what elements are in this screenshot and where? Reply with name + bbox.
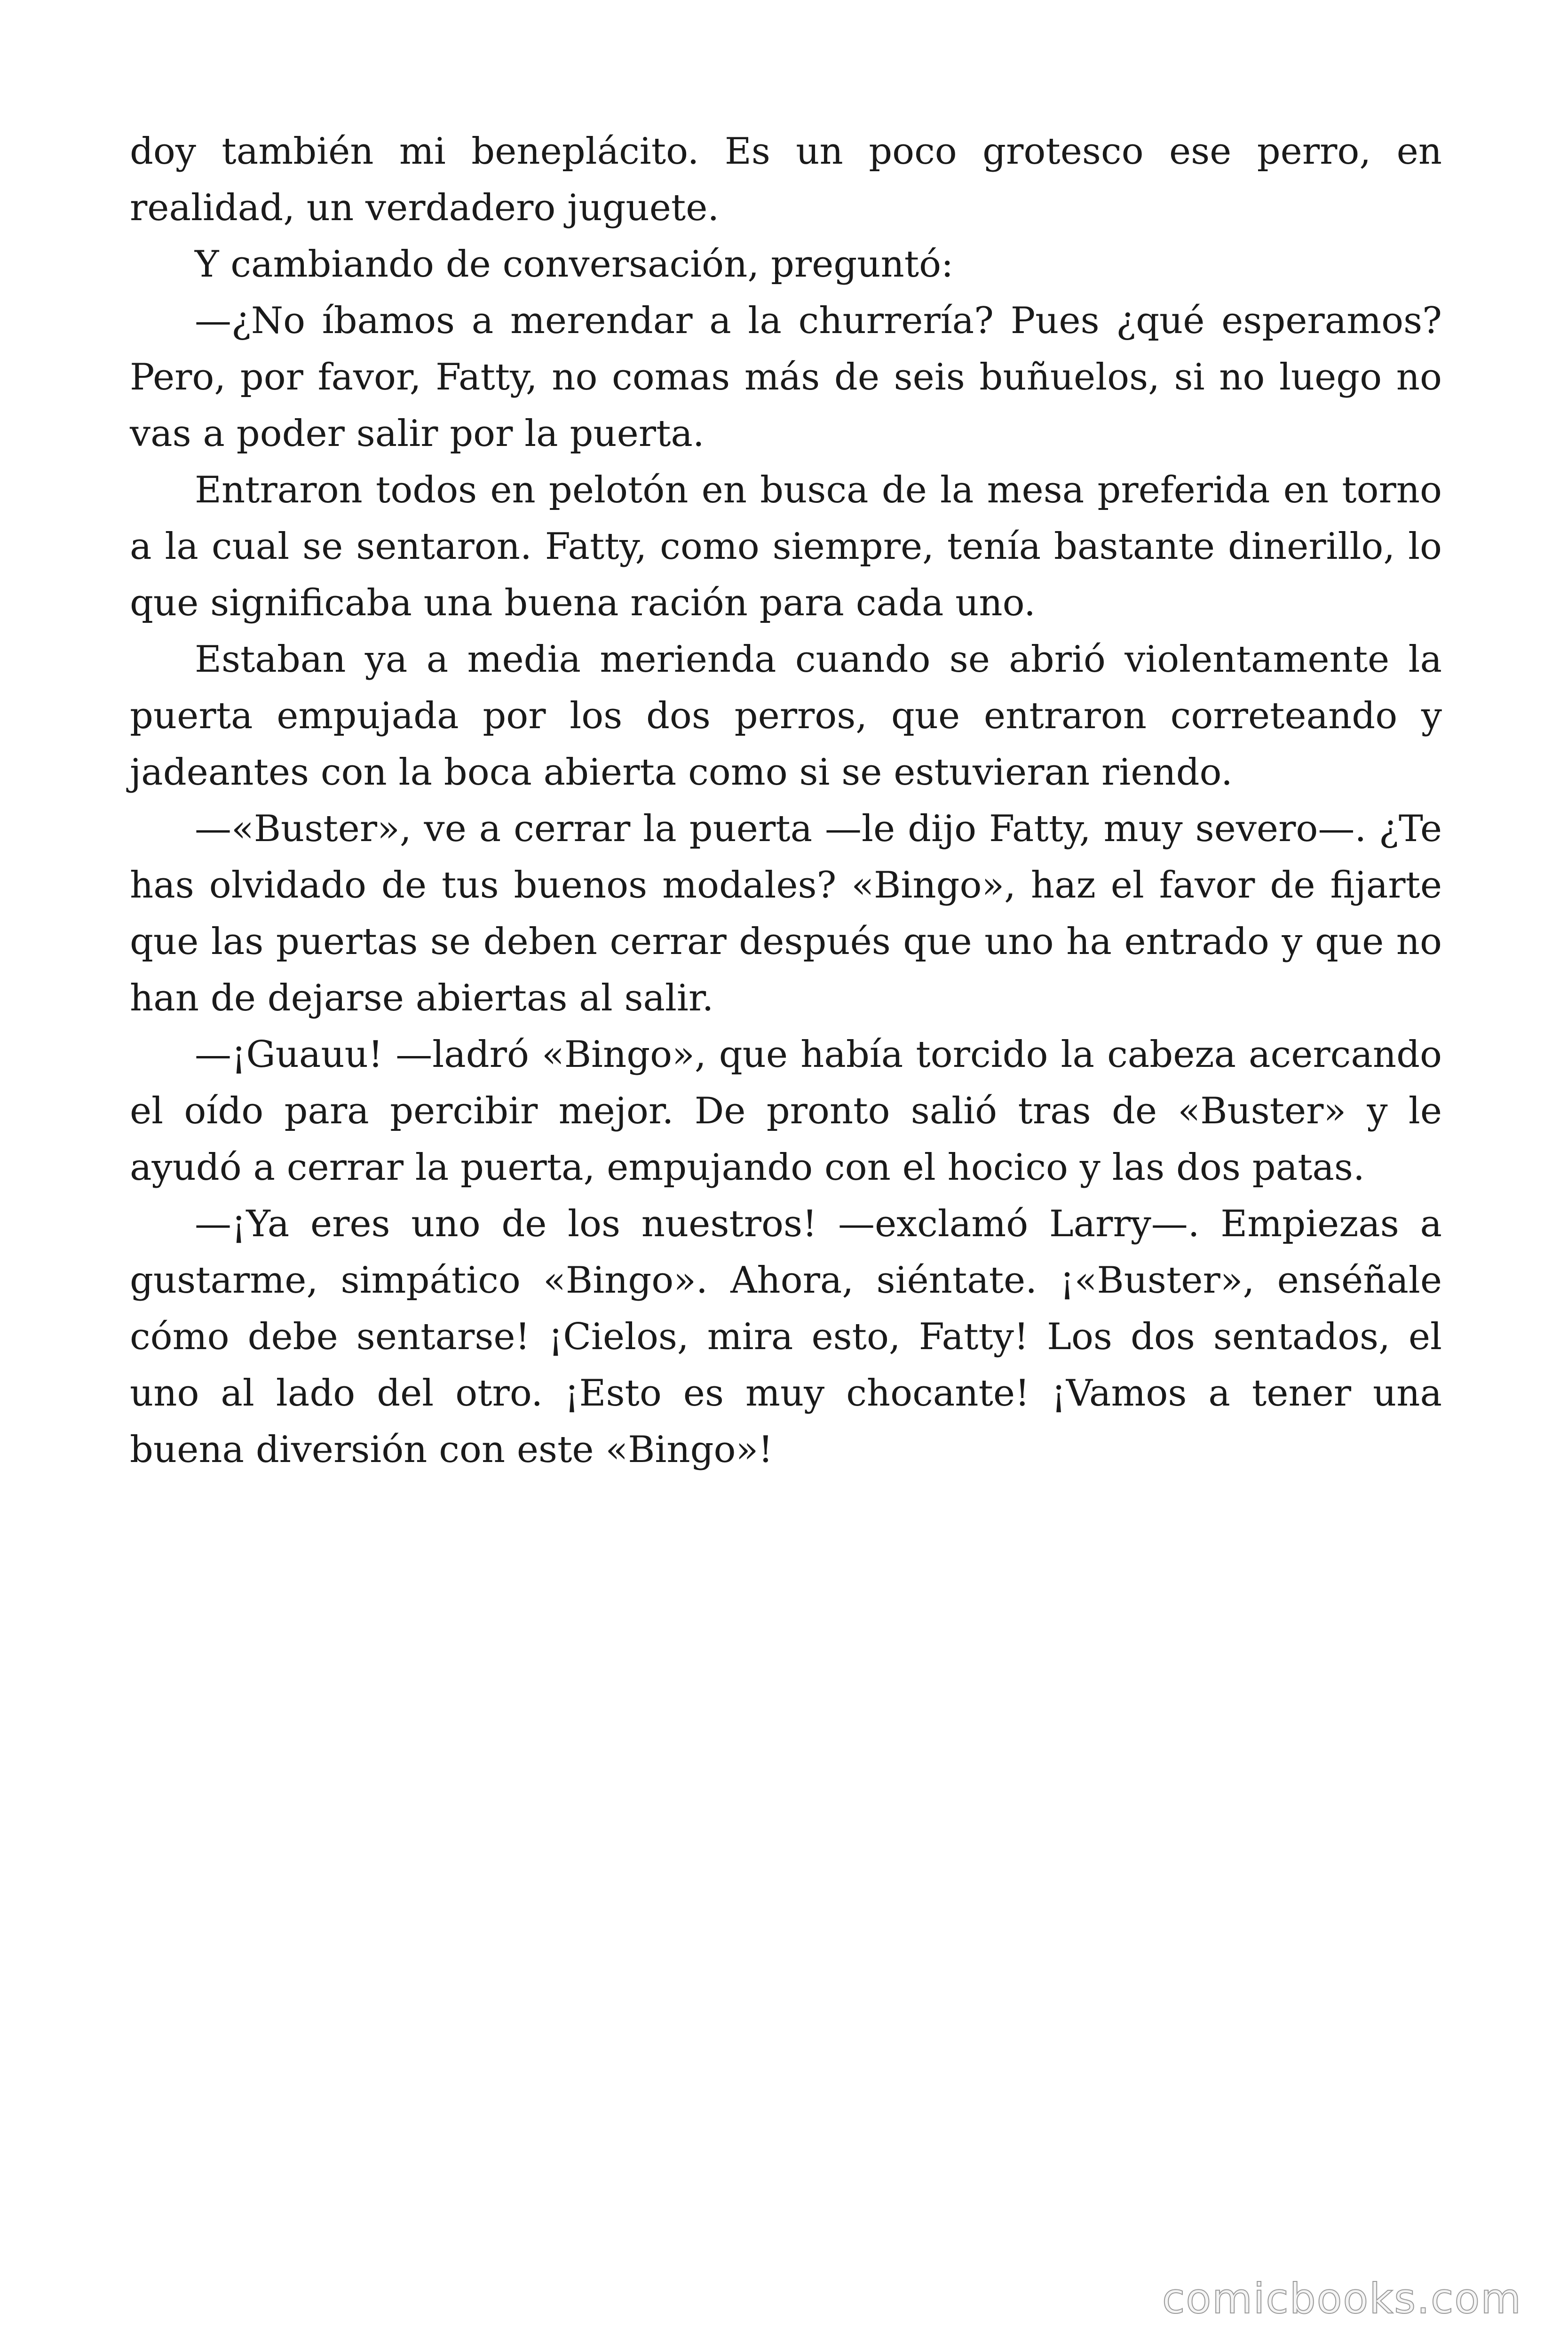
watermark: comicbooks.com (1162, 2274, 1522, 2323)
paragraph: —¡Ya eres uno de los nuestros! —exclamó Larry—. Empiezas a gustarme, simpático «Bingo». Ahora, siéntate. ¡«Buster», enséñale cómo debe sentarse! ¡Cielos, mira esto, Fatty! Los dos sentados, el uno al lado del otro. ¡Esto es muy chocante! ¡Vamos a tener una buena diversión con este «Bingo»! (130, 1203, 1442, 1471)
paragraph: —¿No íbamos a merendar a la churrería? Pues ¿qué esperamos? Pero, por favor, Fatty, no comas más de seis buñuelos, si no luego no vas a poder salir por la puerta. (130, 300, 1442, 455)
paragraph: —¡Guauu! —ladró «Bingo», que había torcido la cabeza acercando el oído para percibir mejor. De pronto salió tras de «Buster» y le ayudó a cerrar la puerta, empujando con el hocico y las dos patas. (130, 1033, 1442, 1189)
paragraph: Estaban ya a media merienda cuando se abrió violentamente la puerta empujada por los dos perros, que entraron correteando y jadeantes con la boca abierta como si se estuvieran riendo. (130, 638, 1442, 794)
page-body (130, 123, 1442, 1478)
paragraph: —«Buster», ve a cerrar la puerta —le dijo Fatty, muy severo—. ¿Te has olvidado de tus buenos modales? «Bingo», haz el favor de fijarte que las puertas se deben cerrar después que uno ha entrado y que no han de dejarse abiertas al salir. (130, 808, 1442, 1019)
paragraph: doy también mi beneplácito. Es un poco grotesco ese perro, en realidad, un verdadero juguete. (130, 130, 1442, 229)
paragraph: Y cambiando de conversación, preguntó: (195, 243, 954, 286)
paragraph: Entraron todos en pelotón en busca de la mesa preferida en torno a la cual se sentaron. Fatty, como siempre, tenía bastante dinerillo, lo que significaba una buena ración para cada uno. (130, 469, 1442, 624)
